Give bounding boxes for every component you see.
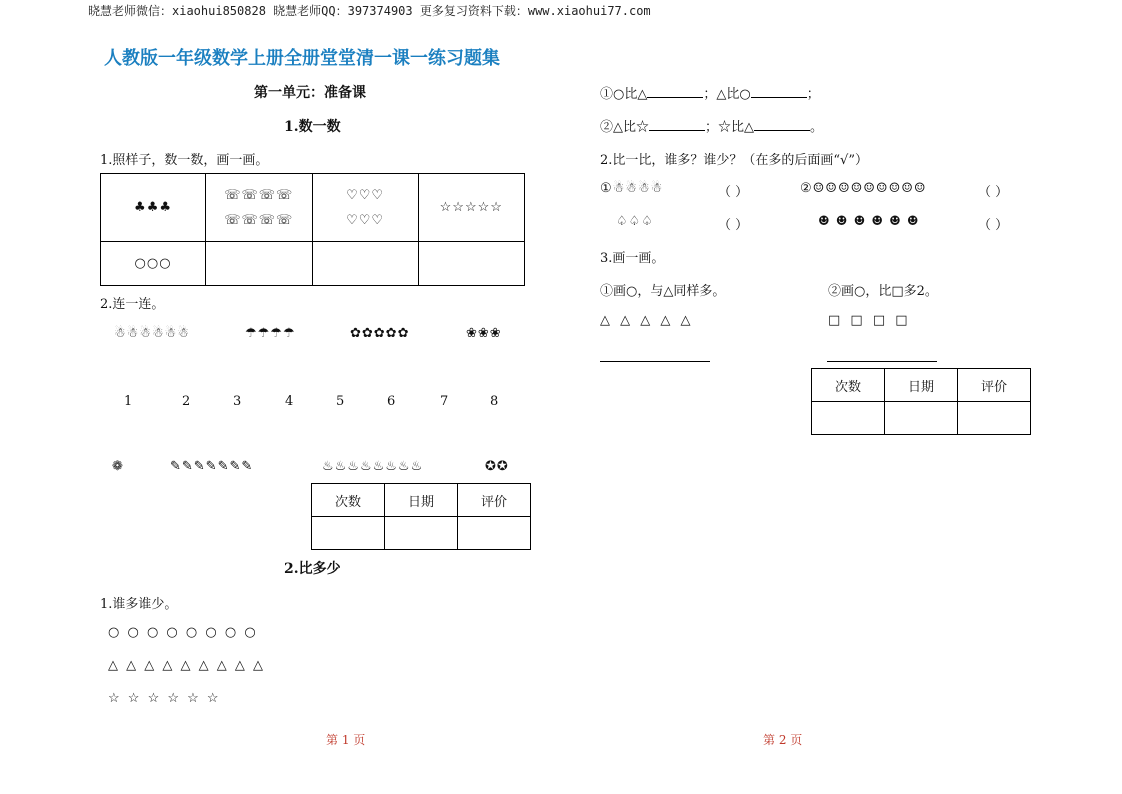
dark-smiley-compare: ☻ ☻ ☻ ☻ ☻ ☻ [818,214,920,229]
number-2: 2 [182,394,191,409]
right-question2: 2.比一比，谁多？谁少？（在多的后面画“√”） [600,153,868,168]
square-prompt: □ □ □ □ [828,313,911,328]
page-number-left: 第 1 页 [326,733,366,747]
cell-phones: ☏☏☏☏ ☏☏☏☏ [206,174,312,242]
draw-task-1: ①画○，与△同样多。 [600,284,726,299]
record-cell[interactable] [312,517,385,550]
paren-answer[interactable]: （ ） [978,185,1009,200]
cell-clubs: ♣♣♣ [101,174,206,242]
umbrella-group: ☂☂☂☂ [245,326,296,341]
number-1: 1 [124,394,133,409]
pencil-group: ✎✎✎✎✎✎✎ [170,459,254,474]
spade-compare: ♤♤♤ [616,214,654,229]
number-7: 7 [440,394,449,409]
number-8: 8 [490,394,499,409]
document-title: 人教版一年级数学上册全册堂堂清一课一练习题集 [104,48,500,69]
paren-answer[interactable]: （ ） [718,185,749,200]
lesson1-question2: 2.连一连。 [100,297,165,312]
record-table-left [311,483,531,550]
number-4: 4 [285,394,294,409]
record-cell[interactable] [385,517,458,550]
record-table-right [811,368,1031,435]
unit-heading: 第一单元：准备课 [254,85,366,101]
page-number-right: 第 2 页 [763,733,803,747]
paren-answer[interactable]: （ ） [978,218,1009,233]
answer-cell[interactable] [418,242,524,286]
header-rating: 评价 [458,484,531,517]
circle-row: ○ ○ ○ ○ ○ ○ ○ ○ [108,625,258,640]
lesson2-title: 2.比多少 [284,561,341,577]
draw-answer-line[interactable] [600,361,710,362]
header-date: 日期 [885,369,958,402]
compare-line-2: ②△比☆ ；☆比△ 。 [600,120,824,135]
hotspring-group: ♨♨♨♨♨♨♨♨ [322,459,424,474]
header-count: 次数 [812,369,885,402]
draw-task-2: ②画○，比□多2。 [828,284,938,299]
header-count: 次数 [312,484,385,517]
answer-cell[interactable] [312,242,418,286]
number-6: 6 [387,394,396,409]
flower-group: ✿✿✿✿✿ [350,326,410,341]
compare-line-1: ①○比△ ；△比○ ； [600,87,820,102]
answer-cell[interactable] [206,242,312,286]
lesson2-question1: 1.谁多谁少。 [100,597,178,612]
lesson1-title: 1.数一数 [284,119,341,135]
answer-blank[interactable] [751,85,807,98]
cell-hearts: ♡♡♡ ♡♡♡ [312,174,418,242]
star-circle-group: ✪✪ [485,459,509,474]
draw-answer-line[interactable] [827,361,937,362]
smiley-compare: ②☺☺☺☺☺☺☺☺☺ [800,181,927,196]
paren-answer[interactable]: （ ） [718,218,749,233]
answer-blank[interactable] [647,85,703,98]
lesson1-question1: 1.照样子，数一数，画一画。 [100,153,269,168]
right-question3: 3.画一画。 [600,251,665,266]
answer-blank[interactable] [649,118,705,131]
snowman-compare: ①☃☃☃☃ [600,181,664,196]
triangle-row: △ △ △ △ △ △ △ △ △ [108,658,266,673]
number-5: 5 [336,394,345,409]
page-header: 晓慧老师微信：xiaohui850828 晓慧老师QQ：397374903 更多复习资料下载：www.xiaohui77.com [88,4,651,18]
record-cell[interactable] [812,402,885,435]
record-cell[interactable] [885,402,958,435]
snowman-group: ☃☃☃☃☃☃ [114,326,190,341]
cell-stars: ☆☆☆☆☆ [418,174,524,242]
answer-blank[interactable] [754,118,810,131]
record-cell[interactable] [458,517,531,550]
blossom-group: ❀❀❀ [466,326,502,341]
counting-table [100,173,525,286]
header-date: 日期 [385,484,458,517]
sun-group: ❁ [112,459,124,474]
number-3: 3 [233,394,242,409]
record-cell[interactable] [958,402,1031,435]
header-rating: 评价 [958,369,1031,402]
triangle-prompt: △ △ △ △ △ [600,313,694,328]
star-row: ☆ ☆ ☆ ☆ ☆ ☆ [108,691,221,706]
cell-circles: ○○○ [101,242,206,286]
